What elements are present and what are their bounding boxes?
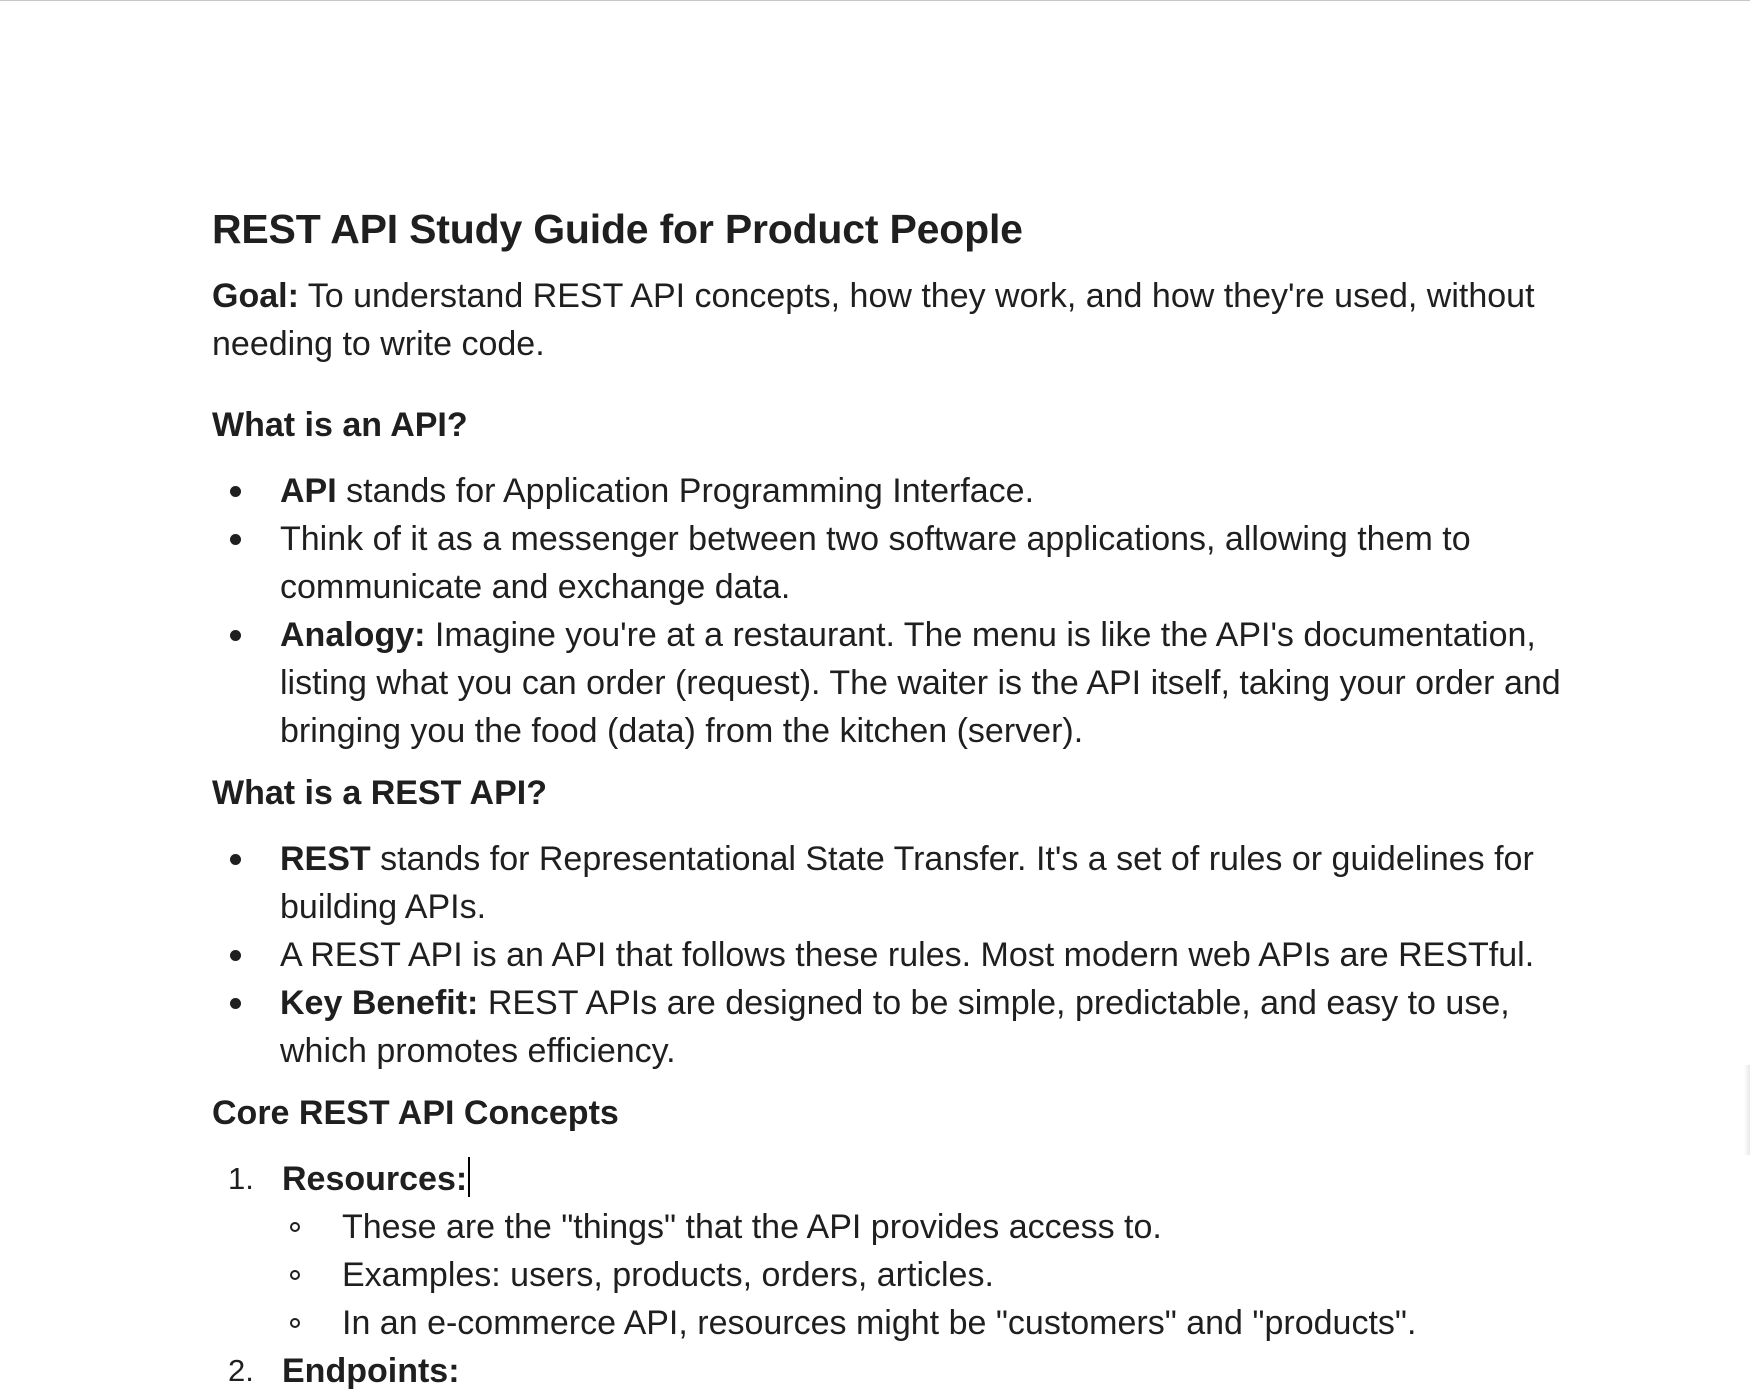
list-item-bold: API <box>280 472 337 511</box>
core-numbered-list <box>212 1155 1592 1395</box>
list-item[interactable] <box>212 979 1592 1075</box>
bullet-icon <box>230 534 241 545</box>
numbered-item-label: Endpoints: <box>282 1352 460 1391</box>
bullet-icon <box>230 950 241 961</box>
top-border <box>0 0 1750 1</box>
bullet-icon <box>230 998 241 1009</box>
sub-list-item-text: These are the "things" that the API provides access to. <box>342 1208 1162 1247</box>
list-item-bold: Key Benefit: <box>280 984 479 1023</box>
sub-list-item-text: Examples: users, products, orders, articles. <box>342 1256 994 1295</box>
hollow-bullet-icon <box>290 1318 300 1328</box>
sub-list-item[interactable] <box>282 1299 1592 1347</box>
goal-text: To understand REST API concepts, how they work, and how they're used, without needing to write code. <box>212 277 1535 364</box>
sub-list-item[interactable] <box>282 1251 1592 1299</box>
list-item[interactable] <box>212 611 1592 755</box>
hollow-bullet-icon <box>290 1270 300 1280</box>
list-item-text: stands for Representational State Transfer. It's a set of rules or guidelines for building APIs. <box>280 840 1534 927</box>
goal-paragraph[interactable] <box>212 272 1592 368</box>
list-item[interactable] <box>212 931 1592 979</box>
heading-what-is-api[interactable]: What is an API? <box>212 406 468 445</box>
list-item-text: REST APIs are designed to be simple, predictable, and easy to use, which promotes efficiency. <box>280 984 1510 1071</box>
hollow-bullet-icon <box>290 1222 300 1232</box>
goal-label: Goal: <box>212 277 299 316</box>
list-item-text: Think of it as a messenger between two software applications, allowing them to communicate and exchange data. <box>280 520 1471 607</box>
heading-core-concepts[interactable]: Core REST API Concepts <box>212 1094 619 1133</box>
bullet-icon <box>230 630 241 641</box>
list-number: 2. <box>228 1353 254 1389</box>
heading-what-is-rest-api[interactable]: What is a REST API? <box>212 774 548 813</box>
numbered-item-label: Resources: <box>282 1160 468 1199</box>
list-item[interactable] <box>212 515 1592 611</box>
document-title[interactable]: REST API Study Guide for Product People <box>212 206 1023 252</box>
document-page[interactable] <box>212 205 1592 1395</box>
list-item-bold: Analogy: <box>280 616 426 655</box>
api-bullet-list <box>212 467 1592 755</box>
list-item[interactable] <box>212 467 1592 515</box>
list-item-text: A REST API is an API that follows these rules. Most modern web APIs are RESTful. <box>280 936 1535 975</box>
bullet-icon <box>230 854 241 865</box>
list-item-bold: REST <box>280 840 371 879</box>
list-item-text: stands for Application Programming Interface. <box>336 472 1035 511</box>
numbered-item-resources[interactable] <box>212 1155 1592 1347</box>
rest-bullet-list <box>212 835 1592 1075</box>
bullet-icon <box>230 486 241 497</box>
scrollbar-edge[interactable] <box>1744 1065 1750 1155</box>
list-number: 1. <box>228 1161 254 1197</box>
sub-list-item-text: In an e-commerce API, resources might be "customers" and "products". <box>342 1304 1417 1343</box>
sub-list-item[interactable] <box>282 1203 1592 1251</box>
resources-sub-list <box>282 1203 1592 1347</box>
list-item[interactable] <box>212 835 1592 931</box>
numbered-item-endpoints[interactable] <box>212 1347 1592 1395</box>
text-cursor <box>468 1157 470 1197</box>
list-item-text: Imagine you're at a restaurant. The menu is like the API's documentation, listing what you can order (request). The waiter is the API itself, taking your order and bringing you the food (data) from the kitchen (server). <box>280 616 1561 751</box>
